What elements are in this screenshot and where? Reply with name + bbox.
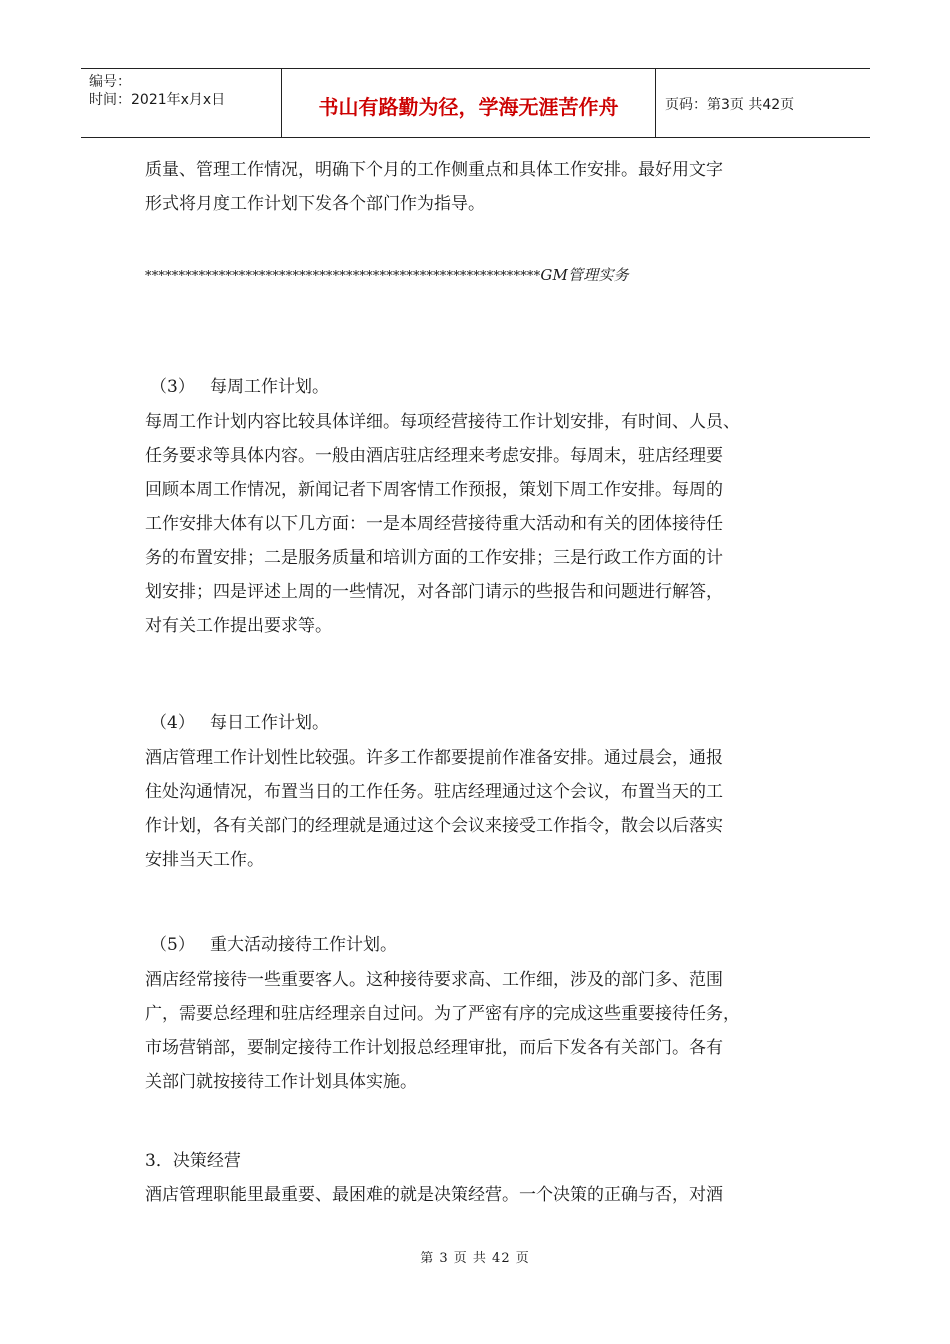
date-line: 时间：2021年x月x日: [89, 92, 226, 108]
text-line: 对有关工作提出要求等。: [145, 616, 332, 636]
text-line: 广，需要总经理和驻店经理亲自过问。为了严密有序的完成这些重要接待任务，: [145, 1004, 740, 1024]
section-title: 每周工作计划。: [210, 377, 329, 397]
code-label: 编号：: [89, 74, 131, 90]
header-page-info: 页码：第3页 共42页: [665, 97, 795, 113]
section-4-paragraph: [145, 741, 835, 877]
text-line: 市场营销部，要制定接待工作计划报总经理审批，而后下发各有关部门。各有: [145, 1038, 723, 1058]
section-heading-decision: [145, 1144, 835, 1178]
separator-tag: GM管理实务: [540, 266, 629, 284]
text-line: 回顾本周工作情况，新闻记者下周客情工作预报，策划下周工作安排。每周的: [145, 480, 723, 500]
text-line: 划安排；四是评述上周的一些情况，对各部门请示的些报告和问题进行解答，: [145, 582, 723, 602]
text-line: 形式将月度工作计划下发各个部门作为指导。: [145, 194, 485, 214]
text-line: 任务要求等具体内容。一般由酒店驻店经理来考虑安排。每周末，驻店经理要: [145, 446, 723, 466]
section-number: （5）: [150, 935, 195, 955]
text-line: 酒店经常接待一些重要客人。这种接待要求高、工作细，涉及的部门多、范围: [145, 970, 723, 990]
text-line: 作计划，各有关部门的经理就是通过这个会议来接受工作指令，散会以后落实: [145, 816, 723, 836]
section-number: （4）: [150, 713, 195, 733]
text-line: 关部门就按接待工作计划具体实施。: [145, 1072, 417, 1092]
text-line: 安排当天工作。: [145, 850, 264, 870]
header-motto: 书山有路勤为径，学海无涯苦作舟: [318, 95, 619, 119]
text-line: 工作安排大体有以下几方面：一是本周经营接待重大活动和有关的团体接待任: [145, 514, 723, 534]
text-line: 质量、管理工作情况，明确下个月的工作侧重点和具体工作安排。最好用文字: [145, 160, 723, 180]
header-page-cell: [655, 69, 870, 137]
section-title: 3．决策经营: [145, 1151, 241, 1171]
section-decision-paragraph: [145, 1178, 835, 1212]
section-heading-4: [150, 708, 329, 733]
section-title: 每日工作计划。: [210, 713, 329, 733]
header-meta: [81, 69, 281, 137]
header-motto-cell: [281, 69, 656, 137]
page-header: [81, 68, 870, 138]
page-footer: 第 3 页 共 42 页: [420, 1251, 530, 1266]
section-heading-3: [150, 372, 329, 397]
text-line: 每周工作计划内容比较具体详细。每项经营接待工作计划安排，有时间、人员、: [145, 412, 740, 432]
section-3-paragraph: [145, 405, 835, 643]
text-line: 酒店管理职能里最重要、最困难的就是决策经营。一个决策的正确与否，对酒: [145, 1185, 723, 1205]
text-line: 务的布置安排；二是服务质量和培训方面的工作安排；三是行政工作方面的计: [145, 548, 723, 568]
star-separator: ***********************************************************: [145, 269, 541, 284]
separator-line: [145, 264, 629, 285]
section-title: 重大活动接待工作计划。: [210, 935, 397, 955]
text-line: 酒店管理工作计划性比较强。许多工作都要提前作准备安排。通过晨会，通报: [145, 748, 723, 768]
section-number: （3）: [150, 377, 195, 397]
section-5-paragraph: [145, 963, 835, 1099]
intro-paragraph: [145, 153, 835, 221]
text-line: 住处沟通情况，布置当日的工作任务。驻店经理通过这个会议，布置当天的工: [145, 782, 723, 802]
section-heading-5: [150, 930, 397, 955]
